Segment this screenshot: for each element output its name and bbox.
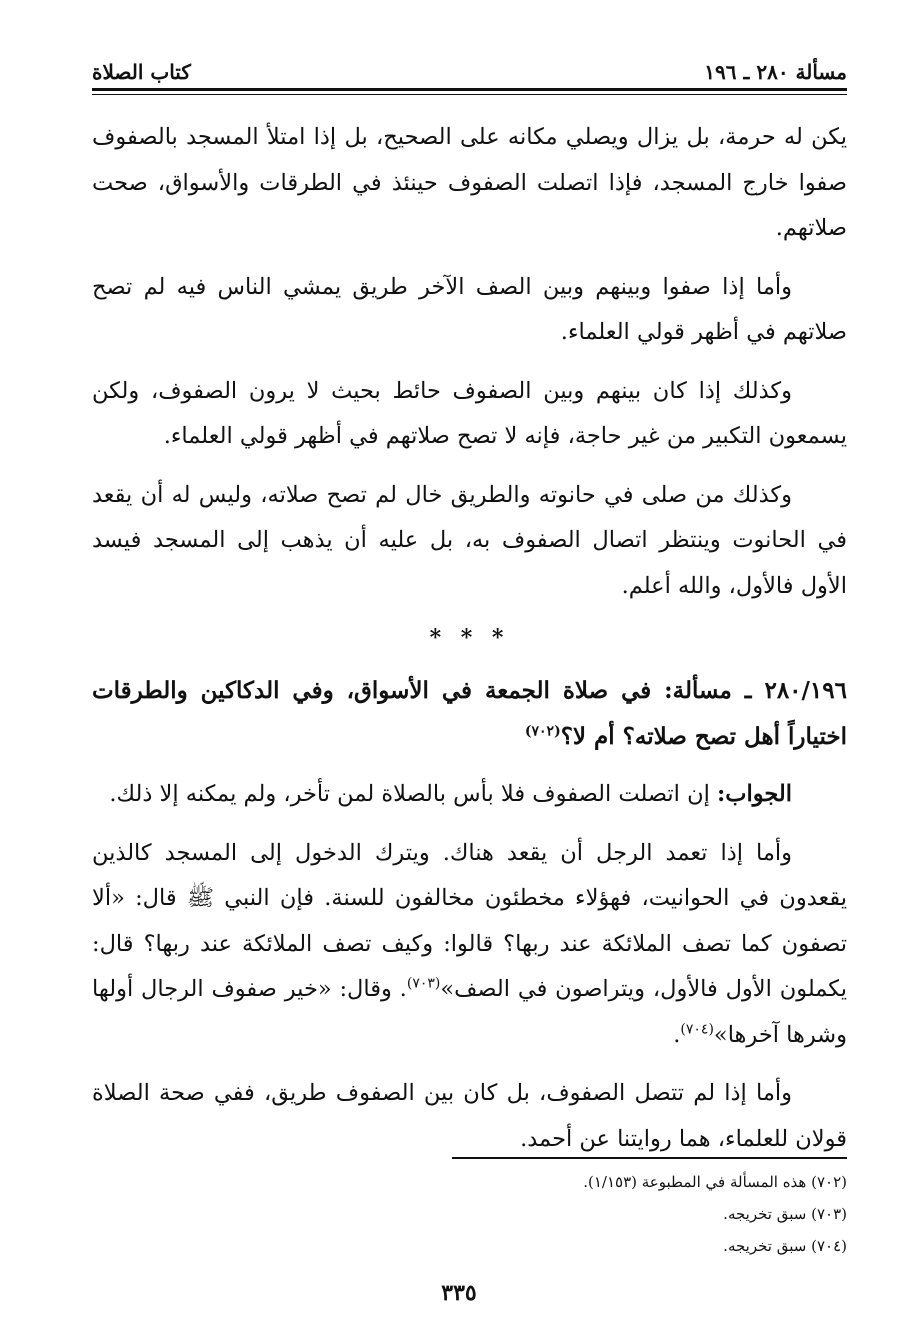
paragraph-2: وأما إذا صفوا وبينهم وبين الصف الآخر طريق يمشي الناس فيه لم تصح صلاتهم في أظهر قولي العلماء. xyxy=(92,273,847,345)
header-issue-number: مسألة ٢٨٠ ـ ١٩٦ xyxy=(704,60,847,84)
paragraph-4: وكذلك من صلى في حانوته والطريق خال لم تصح صلاته، وليس له أن يقعد في الحانوت وينتظر اتصال الصفوف به، بل عليه أن يذهب إلى المسجد فيسد الأول فالأول، والله أعلم. xyxy=(92,481,847,599)
paragraph-6: وأما إذا لم تتصل الصفوف، بل كان بين الصفوف طريق، ففي صحة الصلاة قولان للعلماء، هما روايتنا عن أحمد. xyxy=(92,1080,847,1152)
answer-text: إن اتصلت الصفوف فلا بأس بالصلاة لمن تأخر، ولم يمكنه إلا ذلك. xyxy=(109,781,710,807)
question-heading xyxy=(92,668,847,759)
main-text xyxy=(92,115,847,1175)
question-text: ٢٨٠/١٩٦ ـ مسألة: في صلاة الجمعة في الأسواق، وفي الدكاكين والطرقات اختياراً أهل تصح صلاته؟ أم لا؟ xyxy=(92,677,847,750)
paragraph-5-part-2: . وقال: «خير صفوف الرجال أولها وشرها آخرها» xyxy=(92,976,847,1048)
paragraph-5 xyxy=(92,831,847,1059)
paragraph-3: وكذلك إذا كان بينهم وبين الصفوف حائط بحيث لا يرون الصفوف، ولكن يسمعون التكبير من غير حاجة، فإنه لا تصح صلاتهم في أظهر قولي العلماء. xyxy=(92,377,847,449)
footnote-separator xyxy=(452,1157,847,1159)
section-separator: * * * xyxy=(429,625,510,651)
running-header xyxy=(92,50,847,84)
paragraph-5-part-1: وأما إذا تعمد الرجل أن يقعد هناك. ويترك الدخول إلى المسجد كالذين يقعدون في الحوانيت، فهؤلاء مخطئون مخالفون للسنة. فإن النبي ﷺ قال: «ألا تصفون كما تصف الملائكة عند ربها؟ قالوا: وكيف تصف الملائكة عند ربها؟ قال: يكملون الأول فالأول، ويتراصون في الصف» xyxy=(92,839,847,1002)
footnotes xyxy=(92,1166,847,1262)
paragraph-1: يكن له حرمة، بل يزال ويصلي مكانه على الصحيح، بل إذا امتلأ المسجد بالصفوف صفوا خارج المسجد، فإذا اتصلت الصفوف حينئذ في الطرقات والأسواق، صحت صلاتهم. xyxy=(92,124,847,241)
footnote-ref-704: (٧٠٤) xyxy=(680,1021,714,1037)
page-number: ٣٣٥ xyxy=(441,1280,477,1306)
footnote-703: (٧٠٣) سبق تخريجه. xyxy=(723,1205,847,1223)
answer-label: الجواب: xyxy=(717,781,792,807)
footnote-704: (٧٠٤) سبق تخريجه. xyxy=(723,1237,847,1255)
footnote-ref-702: (٧٠٢) xyxy=(524,722,561,739)
footnote-702: (٧٠٢) هذه المسألة في المطبوعة (١/١٥٣). xyxy=(583,1173,847,1191)
paragraph-5-part-3: . xyxy=(673,1021,681,1048)
answer-paragraph xyxy=(92,772,847,818)
footnote-ref-703: (٧٠٣) xyxy=(406,975,441,992)
header-rule-thick xyxy=(92,88,847,91)
header-book-title: كتاب الصلاة xyxy=(92,60,191,84)
header-rule-thin xyxy=(92,94,847,95)
